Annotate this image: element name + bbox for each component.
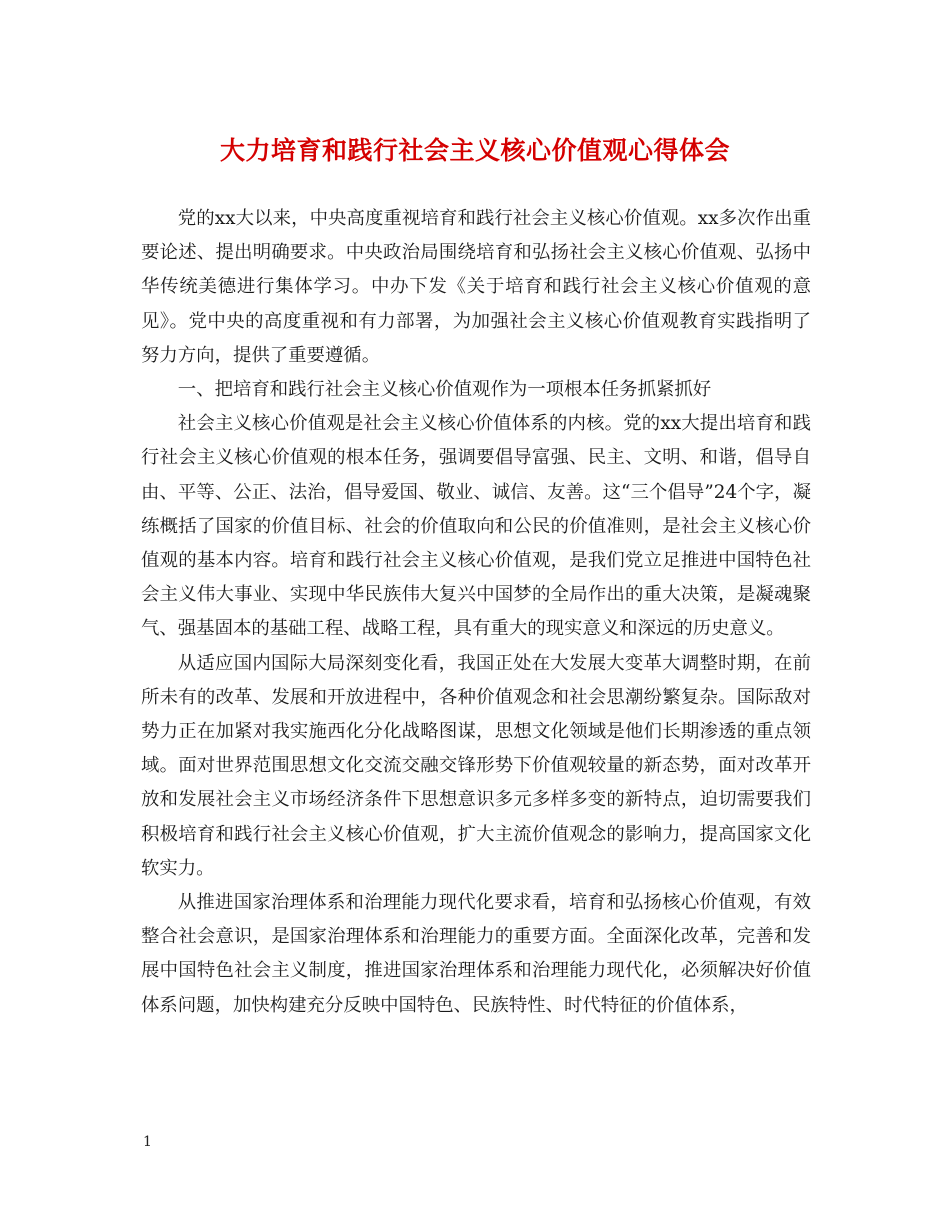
page-number: 1 [143, 1134, 152, 1150]
paragraph-core-values: 社会主义核心价值观是社会主义核心价值体系的内核。党的xx大提出培育和践行社会主义核心价值观的根本任务，强调要倡导富强、民主、文明、和谐，倡导自由、平等、公正、法治，倡导爱国、敬业、诚信、友善。这“三个倡导”24个字，凝练概括了国家的价值目标、社会的价值取向和公民的价值准则，是社会主义核心价值观的基本内容。培育和践行社会主义核心价值观，是我们党立足推进中国特色社会主义伟大事业、实现中华民族伟大复兴中国梦的全局作出的重大决策，是凝魂聚气、强基固本的基础工程、战略工程，具有重大的现实意义和深远的历史意义。 [141, 413, 811, 640]
document-body [141, 202, 811, 1023]
document-title: 大力培育和践行社会主义核心价值观心得体会 [219, 136, 730, 165]
paragraph-international: 从适应国内国际大局深刻变化看，我国正处在大发展大变革大调整时期，在前所未有的改革、发展和开放进程中，各种价值观念和社会思潮纷繁复杂。国际敌对势力正在加紧对我实施西化分化战略图谋，思想文化领域是他们长期渗透的重点领域。面对世界范围思想文化交流交融交锋形势下价值观较量的新态势，面对改革开放和发展社会主义市场经济条件下思想意识多元多样多变的新特点，迫切需要我们积极培育和践行社会主义核心价值观，扩大主流价值观念的影响力，提高国家文化软实力。 [141, 652, 811, 879]
section-heading-1: 一、把培育和践行社会主义核心价值观作为一项根本任务抓紧抓好 [177, 379, 712, 401]
paragraph-governance: 从推进国家治理体系和治理能力现代化要求看，培育和弘扬核心价值观，有效整合社会意识，是国家治理体系和治理能力的重要方面。全面深化改革，完善和发展中国特色社会主义制度，推进国家治理体系和治理能力现代化，必须解决好价值体系问题，加快构建充分反映中国特色、民族特性、时代特征的价值体系， [141, 892, 811, 1016]
paragraph-intro: 党的xx大以来，中央高度重视培育和践行社会主义核心价值观。xx多次作出重要论述、提出明确要求。中央政治局围绕培育和弘扬社会主义核心价值观、弘扬中华传统美德进行集体学习。中办下发《关于培育和践行社会主义核心价值观的意见》。党中央的高度重视和有力部署，为加强社会主义核心价值观教育实践指明了努力方向，提供了重要遵循。 [141, 208, 811, 366]
